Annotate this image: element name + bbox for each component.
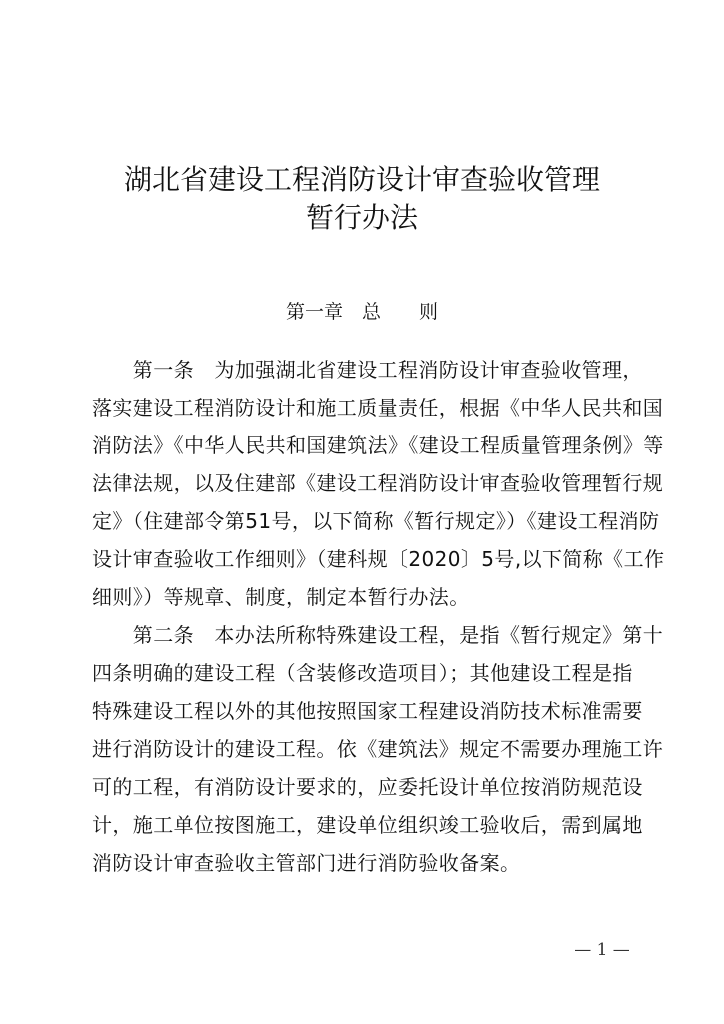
body-text-line: 可的工程，有消防设计要求的，应委托设计单位按消防规范设 [92,775,643,799]
body-text-line: 落实建设工程消防设计和施工质量责任，根据《中华人民共和国 [92,396,664,420]
body-text-line: 设计审查验收工作细则》（建科规〔2020〕5号,以下简称《工作 [92,547,665,571]
body-text-line: 计，施工单位按图施工，建设单位组织竣工验收后，需到属地 [92,813,643,837]
document-title-line-1: 湖北省建设工程消防设计审查验收管理 [123,163,600,196]
body-text-line: 消防设计审查验收主管部门进行消防验收备案。 [92,851,521,875]
body-text-line: 消防法》《中华人民共和国建筑法》《建设工程质量管理条例》等 [92,433,664,457]
page-number: — 1 — [574,940,630,960]
body-text-line: 四条明确的建设工程（含装修改造项目）；其他建设工程是指 [92,661,633,685]
body-text-line: 法律法规，以及住建部《建设工程消防设计审查验收管理暂行规 [92,471,664,495]
body-text-line: 进行消防设计的建设工程。依《建筑法》规定不需要办理施工许 [92,737,664,761]
document-title-line-2: 暂行办法 [305,201,418,234]
body-text-line: 特殊建设工程以外的其他按照国家工程建设消防技术标准需要 [92,699,643,723]
chapter-heading: 第一章 总 则 [285,301,438,323]
body-text-line: 定》（住建部令第51号，以下简称《暂行规定》）《建设工程消防 [92,509,660,533]
body-text-line: 第一条 为加强湖北省建设工程消防设计审查验收管理， [92,358,643,382]
body-text-line: 第二条 本办法所称特殊建设工程，是指《暂行规定》第十 [92,623,664,647]
body-text-line: 细则》）等规章、制度，制定本暂行办法。 [92,585,470,609]
